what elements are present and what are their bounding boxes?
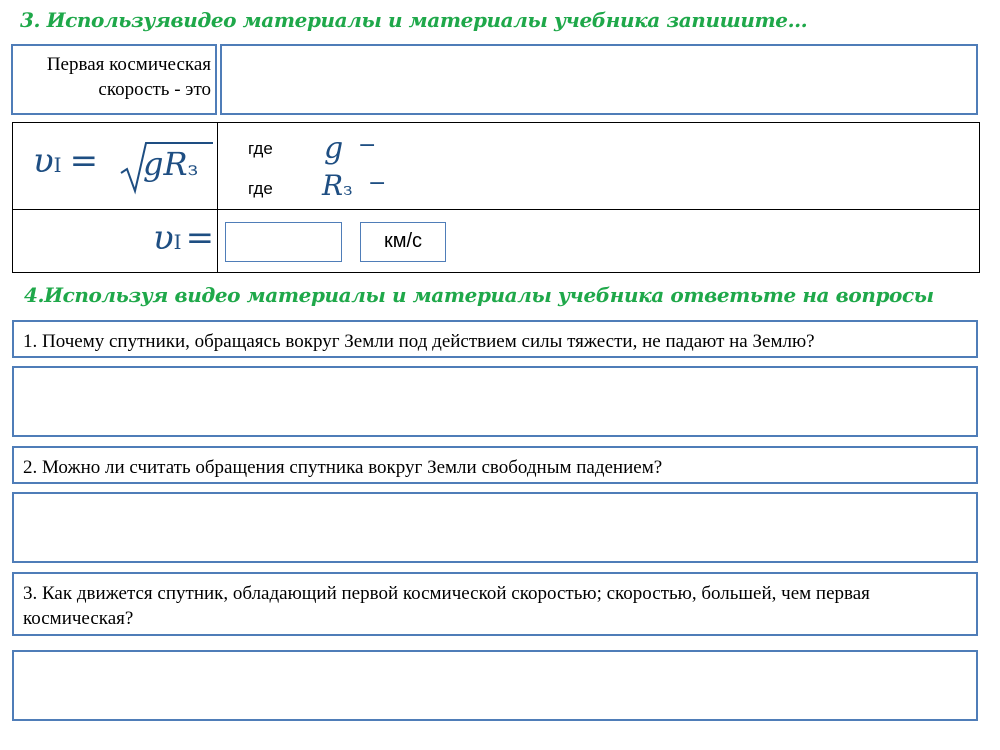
section-4-heading: 4.Используя видео материалы и материалы учебника ответьте на вопросы (24, 283, 934, 307)
where-dash-2: − (368, 171, 387, 196)
where-word-2: где (248, 179, 273, 198)
radicand-r-subscript: з (187, 158, 198, 180)
value-input-cell (218, 210, 980, 273)
where-word-1: где (248, 139, 273, 158)
radicand-g: g (143, 145, 164, 183)
value-formula (153, 218, 214, 258)
definition-label-line-2: скорость - это (98, 79, 211, 100)
equals-sign: = (69, 141, 99, 181)
question-3: 3. Как движется спутник, обладающий первой космической скоростью; скоростью, большей, чем первая космическая? (12, 572, 978, 636)
value-formula-cell (13, 210, 218, 273)
answer-2-field[interactable] (12, 492, 978, 563)
answer-1-field[interactable] (12, 366, 978, 437)
value-velocity-symbol: υ (153, 218, 174, 258)
value-velocity-subscript: I (173, 230, 182, 254)
definition-label-line-1: Первая космическая (46, 54, 211, 75)
velocity-value-input[interactable] (225, 222, 342, 262)
definition-label-box (11, 44, 217, 115)
velocity-symbol: υ (33, 141, 54, 181)
where-symbol-g: g (324, 131, 344, 166)
velocity-subscript: I (53, 153, 62, 177)
question-1: 1. Почему спутники, обращаясь вокруг Земли под действием силы тяжести, не падают на Землю? (12, 320, 978, 358)
definition-answer-field[interactable] (220, 44, 978, 115)
radicand-r: R (163, 145, 188, 183)
formula-cell (13, 123, 218, 210)
unit-label: км/с (360, 222, 446, 262)
where-symbol-r: Rз (322, 169, 353, 202)
where-cell (218, 123, 980, 210)
first-cosmic-velocity-formula (33, 141, 102, 191)
radicand (143, 145, 198, 183)
section-3-heading: 3. Используявидео материалы и материалы учебника запишите… (20, 8, 808, 32)
where-dash-1: − (358, 133, 377, 158)
formula-table (12, 122, 980, 273)
question-2: 2. Можно ли считать обращения спутника вокруг Земли свободным падением? (12, 446, 978, 484)
value-equals-sign: = (185, 218, 215, 258)
answer-3-field[interactable] (12, 650, 978, 721)
